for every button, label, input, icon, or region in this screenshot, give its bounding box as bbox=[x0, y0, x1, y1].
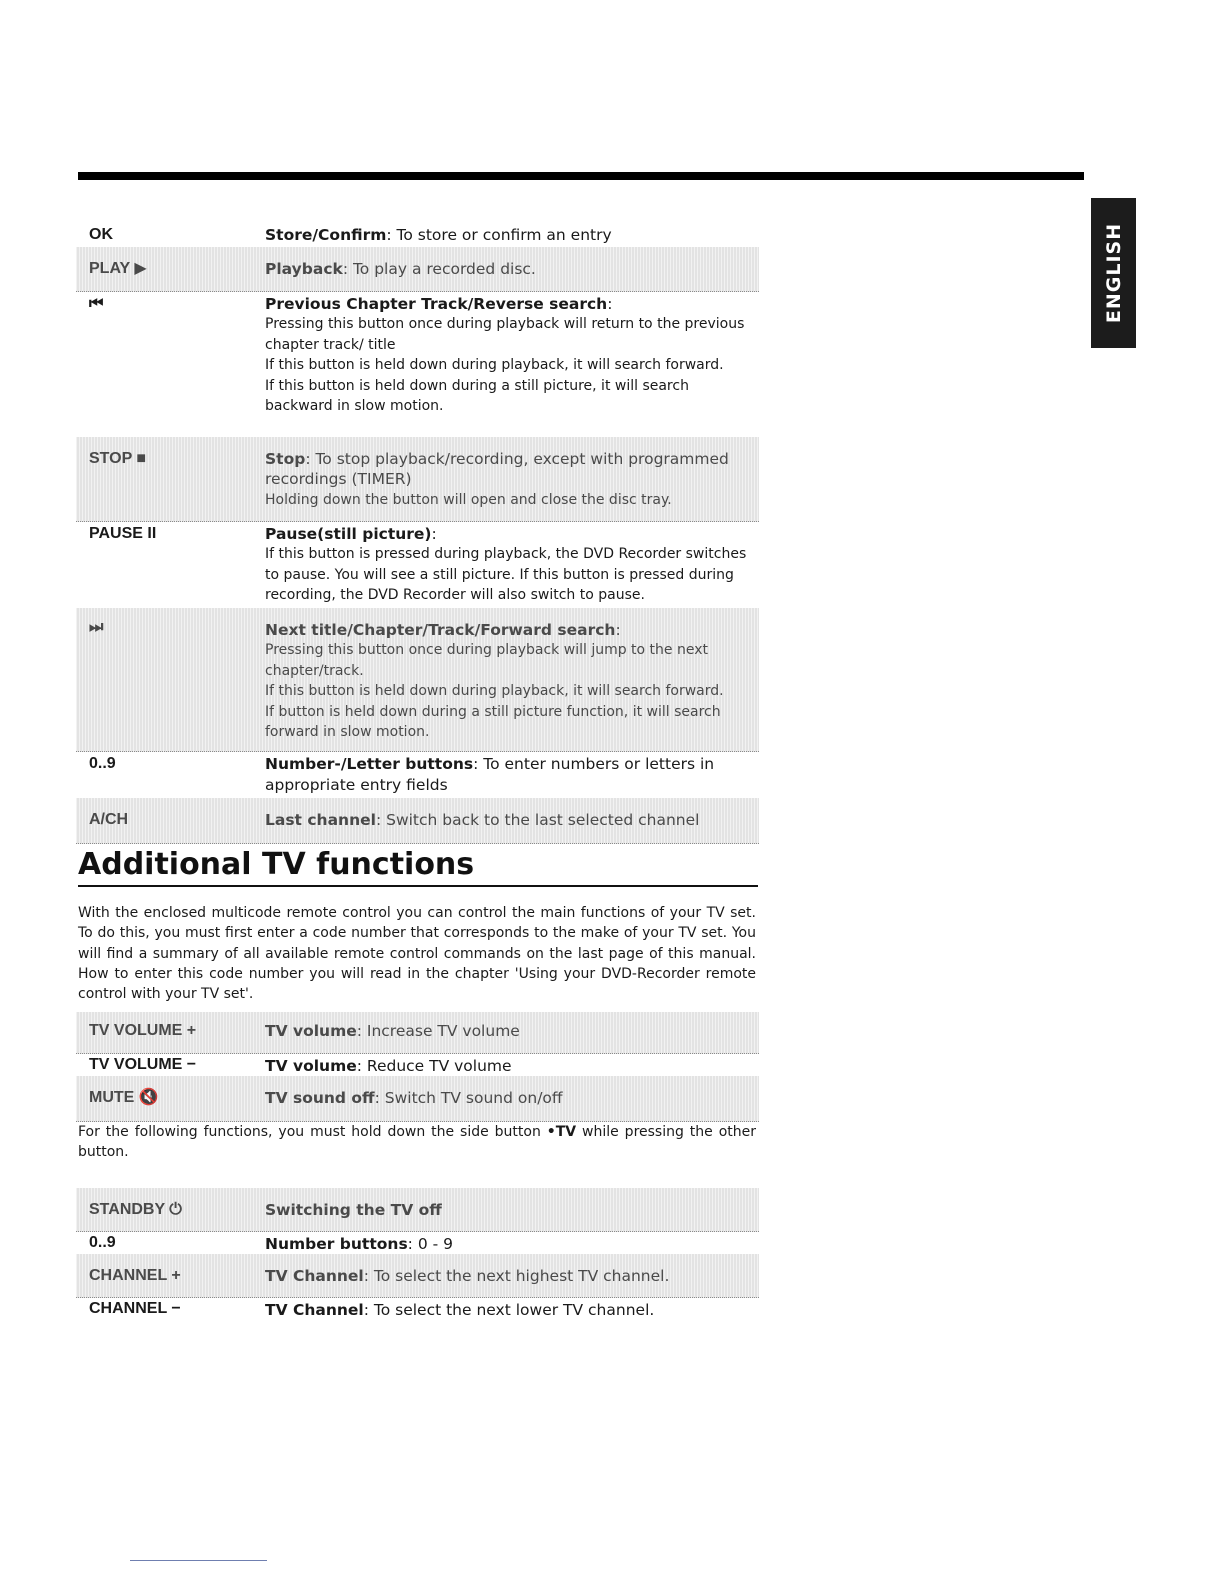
button-description: Next title/Chapter/Track/Forward search: Pressing this button once during playback will jump to the next chapter/track. If this button is held down during playback, it will search forward. If button is held down during a still picture function, it will search forward in slow motion. bbox=[265, 621, 724, 741]
button-description: Last channel: Switch back to the last selected channel bbox=[265, 811, 700, 829]
button-name: CHANNEL − bbox=[89, 1300, 181, 1317]
tv-function-table bbox=[76, 1012, 759, 1122]
button-name: TV VOLUME − bbox=[89, 1056, 197, 1073]
button-description: TV volume: Increase TV volume bbox=[265, 1022, 520, 1040]
table-row bbox=[76, 1012, 759, 1054]
button-name: CHANNEL + bbox=[89, 1267, 181, 1284]
intro-paragraph: With the enclosed multicode remote control you can control the main functions of your TV set. To do this, you must first enter a code number that corresponds to the make of your TV set. You will find a summary of all available remote control commands on the last page of this manual. How to enter this code number you will read in the chapter 'Using your DVD-Recorder remote control with your TV set'. bbox=[78, 905, 756, 1003]
language-tab-label: ENGLISH bbox=[1102, 222, 1125, 324]
table-row bbox=[76, 1188, 759, 1232]
top-rule bbox=[78, 172, 1084, 180]
table-row bbox=[76, 1298, 759, 1320]
previous-chapter-icon: ⏮ bbox=[89, 295, 104, 312]
language-tab bbox=[1091, 198, 1136, 348]
button-description: Number buttons: 0 - 9 bbox=[265, 1235, 453, 1253]
button-description: Stop: To stop playback/recording, except with programmed recordings (TIMER) Holding down the button will open and close the disc tray. bbox=[265, 450, 729, 508]
tv-side-button: •TV bbox=[546, 1124, 577, 1140]
tv-standby-table bbox=[76, 1188, 759, 1320]
button-name: A/CH bbox=[89, 811, 129, 828]
table-row bbox=[76, 522, 759, 608]
button-name: MUTE 🔇 bbox=[89, 1089, 159, 1106]
button-description: TV Channel: To select the next lower TV channel. bbox=[265, 1301, 655, 1319]
button-description: Pause(still picture): If this button is pressed during playback, the DVD Recorder switches to pause. You will see a still picture. If this button is pressed during recording, the DVD Recorder will also switch to pause. bbox=[265, 525, 747, 604]
table-row bbox=[76, 1076, 759, 1122]
button-name: STOP ■ bbox=[89, 450, 147, 467]
table-row bbox=[76, 225, 759, 247]
button-function-table bbox=[76, 225, 759, 844]
table-row bbox=[76, 1254, 759, 1298]
button-name: OK bbox=[89, 226, 113, 243]
table-row bbox=[76, 798, 759, 844]
table-row bbox=[76, 437, 759, 522]
button-description: TV sound off: Switch TV sound on/off bbox=[265, 1089, 563, 1107]
table-row bbox=[76, 1232, 759, 1254]
side-button-note: For the following functions, you must hold down the side button •TV while pressing the other button. bbox=[78, 1124, 756, 1161]
button-name: 0..9 bbox=[89, 755, 116, 772]
button-name: TV VOLUME + bbox=[89, 1022, 197, 1039]
table-row bbox=[76, 752, 759, 798]
section-title: Additional TV functions bbox=[78, 846, 758, 887]
button-description: Store/Confirm: To store or confirm an entry bbox=[265, 226, 612, 244]
next-title-icon: ⏭ bbox=[89, 619, 104, 636]
button-description: Switching the TV off bbox=[265, 1201, 442, 1219]
table-row bbox=[76, 292, 759, 437]
button-description: TV Channel: To select the next highest TV channel. bbox=[265, 1267, 670, 1285]
button-name: 0..9 bbox=[89, 1234, 116, 1251]
footer-rule bbox=[130, 1560, 267, 1561]
table-row bbox=[76, 1054, 759, 1076]
button-description: Number-/Letter buttons: To enter numbers or letters in appropriate entry fields bbox=[265, 755, 715, 795]
table-row bbox=[76, 247, 759, 292]
button-description: TV volume: Reduce TV volume bbox=[265, 1057, 512, 1075]
button-name: PAUSE II bbox=[89, 525, 157, 542]
button-name: STANDBY ⏻ bbox=[89, 1201, 182, 1218]
button-name: PLAY ▶ bbox=[89, 260, 147, 277]
button-description: Previous Chapter Track/Reverse search: Pressing this button once during playback will return to the previous chapter track/ title If this button is held down during playback, it will search forward. If this button is held down during a still picture, it will search backward in slow motion. bbox=[265, 295, 745, 415]
table-row bbox=[76, 608, 759, 752]
button-description: Playback: To play a recorded disc. bbox=[265, 260, 536, 278]
